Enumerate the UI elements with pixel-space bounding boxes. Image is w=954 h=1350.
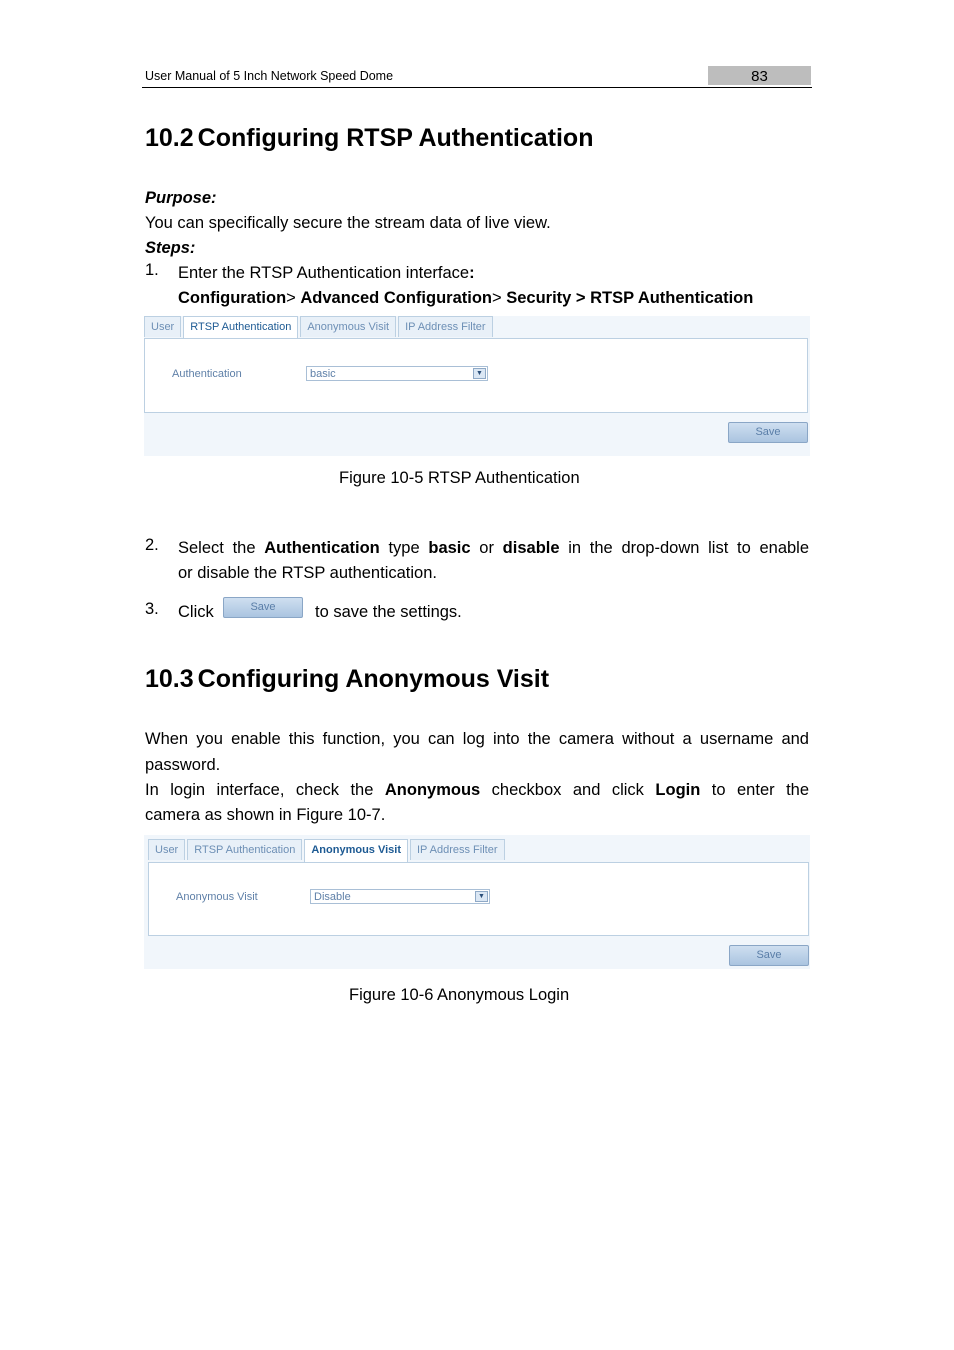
step-2-text: Select the Authentication type basic or disable in the drop-down list to enable (178, 539, 810, 557)
section-title: Configuring Anonymous Visit (197, 665, 550, 693)
purpose-text: You can specifically secure the stream data of live view. (145, 214, 551, 232)
login-instructions: In login interface, check the Anonymous checkbox and click Login to enter the (145, 781, 810, 799)
figure-caption-10-5: Figure 10-5 RTSP Authentication (339, 469, 580, 487)
step-3-rest: to save the settings. (315, 603, 462, 621)
chevron-down-icon: ▼ (473, 368, 486, 379)
header-rule (142, 87, 812, 88)
authentication-select[interactable]: basic ▼ (306, 366, 488, 381)
step-3-click-word: Click (178, 603, 214, 621)
chevron-down-icon: ▼ (475, 891, 488, 902)
step-3-number: 3. (145, 600, 159, 618)
config-tab-bar (148, 839, 505, 861)
tab-ip-address-filter[interactable]: IP Address Filter (410, 839, 505, 860)
login-instructions-line-2: camera as shown in Figure 10-7. (145, 806, 386, 824)
anonymous-visit-label: Anonymous Visit (176, 891, 258, 903)
anonymous-visit-figure (144, 835, 810, 969)
tab-user[interactable]: User (144, 316, 181, 337)
anonymous-intro-line-2: password. (145, 756, 221, 774)
settings-area (144, 338, 808, 413)
tab-rtsp-authentication[interactable]: RTSP Authentication (187, 839, 302, 860)
running-header-title: User Manual of 5 Inch Network Speed Dome (145, 69, 394, 83)
step-1-number: 1. (145, 261, 159, 279)
inline-save-button: Save (223, 597, 303, 618)
purpose-label: Purpose: (145, 189, 217, 207)
tab-ip-address-filter[interactable]: IP Address Filter (398, 316, 493, 337)
tab-rtsp-authentication[interactable]: RTSP Authentication (183, 316, 298, 339)
anonymous-intro-line-1: When you enable this function, you can log into the camera without a username and (145, 730, 809, 748)
section-heading-10-3 (145, 665, 549, 694)
step-1-text: Enter the RTSP Authentication interface: (178, 264, 475, 282)
figure-caption-10-6: Figure 10-6 Anonymous Login (349, 986, 570, 1004)
tab-user[interactable]: User (148, 839, 185, 860)
settings-area (148, 862, 809, 936)
save-button[interactable]: Save (729, 945, 809, 966)
tab-anonymous-visit[interactable]: Anonymous Visit (304, 839, 408, 862)
anonymous-visit-select[interactable]: Disable ▼ (310, 889, 490, 904)
section-title: Configuring RTSP Authentication (197, 124, 594, 152)
section-heading-10-2 (145, 124, 593, 153)
config-tab-bar (144, 316, 493, 338)
step-2-text-line-2: or disable the RTSP authentication. (178, 564, 437, 582)
authentication-label: Authentication (172, 368, 242, 380)
page-number: 83 (708, 66, 811, 85)
step-2-number: 2. (145, 536, 159, 554)
rtsp-auth-figure (144, 316, 810, 456)
section-number: 10.3 (145, 665, 194, 693)
tab-anonymous-visit[interactable]: Anonymous Visit (300, 316, 396, 337)
section-number: 10.2 (145, 124, 194, 152)
steps-label: Steps: (145, 239, 196, 257)
save-button[interactable]: Save (728, 422, 808, 443)
step-1-menu-path: Configuration> Advanced Configuration> Security > RTSP Authentication (178, 289, 754, 307)
